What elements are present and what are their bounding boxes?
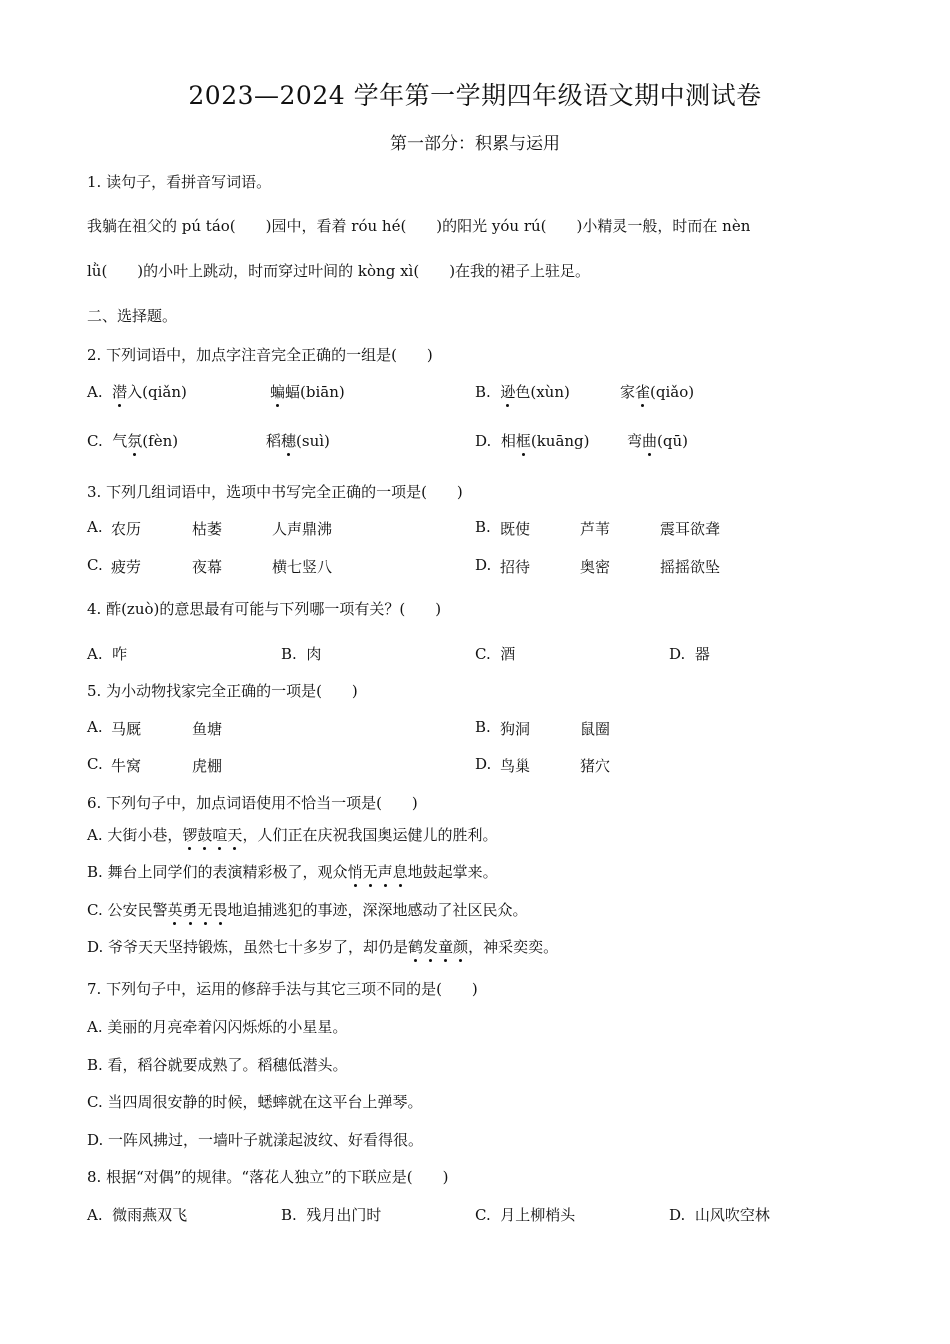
q2-option-a [87,381,187,402]
option-text: 器 [694,645,710,663]
dotted-char: 无 [197,901,213,919]
q3-option-a-word-3: 人声鼎沸 [272,520,333,538]
q8-option-b [281,1204,381,1225]
word-pre: 气 [112,432,128,450]
option-text: 微雨燕双飞 [112,1206,188,1224]
option-label: B. [281,1206,297,1224]
q3-option-d-word-2: 奥密 [580,558,611,576]
sentence-post: ，人们正在庆祝我国奥运健儿的胜利。 [242,826,498,844]
word-post: 蝠(biān) [285,383,345,401]
option-label: B. [281,645,297,663]
sentence-post: 地鼓起掌来。 [407,863,498,881]
question-1-line-2: lǜ( )的小叶上跳动，时而穿过叶间的 kòng xì( )在我的裙子上驻足。 [87,262,591,280]
q2-option-c [87,430,178,451]
option-text: 咋 [112,645,128,663]
q4-option-c [475,643,515,664]
q7-option-d: D. 一阵风拂过，一墙叶子就漾起波纹、好看得很。 [87,1131,424,1149]
q3-option-c-word-1: 疲劳 [111,558,142,576]
dotted-char: 雀 [635,383,651,401]
q5-option-d-word-2: 猪穴 [580,757,611,775]
q4-option-a [87,643,127,664]
dotted-char: 勇 [182,901,198,919]
option-label: A. [87,383,103,401]
page-title: 2023—2024 学年第一学期四年级语文期中测试卷 [188,81,762,110]
q4-option-d [669,643,710,664]
q6-option-c [87,899,528,920]
option-label: A. [87,645,103,663]
q3-option-c-word-3: 横七竖八 [272,558,333,576]
q4-option-b [281,643,321,664]
q2-option-b-word-2 [620,381,694,402]
dotted-char: 蝙 [270,383,286,401]
option-label: D. [669,645,686,663]
dotted-char: 天 [227,826,243,844]
q2-option-a-word-2 [270,381,345,402]
q5-option-c-word-1: 牛窝 [111,757,142,775]
question-1-stem: 1. 读句子，看拼音写词语。 [87,173,272,191]
dotted-char: 框 [515,432,531,450]
q2-option-c-word-2 [266,430,330,451]
dotted-char: 颜 [453,938,469,956]
option-text: 肉 [306,645,322,663]
option-text: 山风吹空林 [694,1206,770,1224]
sentence-post: ，神采奕奕。 [468,938,559,956]
option-label: D. [669,1206,686,1224]
word-post: (kuāng) [530,432,590,450]
sentence-pre: B. 舞台上同学们的表演精彩极了，观众 [87,863,348,881]
q8-option-a [87,1204,187,1225]
q8-option-d [669,1204,770,1225]
q2-option-d-word-2 [627,430,688,451]
option-text: 月上柳梢头 [500,1206,576,1224]
q3-option-b-word-1: 既使 [500,520,531,538]
question-1-line-1: 我躺在祖父的 pú táo( )园中，看着 róu hé( )的阳光 yóu rú( )小精灵一般，时而在 nèn [87,217,751,235]
option-label: D. [475,432,492,450]
q3-option-d-label: D. [475,556,492,574]
dotted-char: 英 [167,901,183,919]
dotted-char: 逊 [500,383,516,401]
word-post: 入(qiǎn) [127,383,187,401]
option-label: A. [87,1206,103,1224]
q5-option-b-word-2: 鼠圈 [580,720,611,738]
word-post: (qiǎo) [650,383,695,401]
dotted-char: 锣 [182,826,198,844]
dotted-char: 声 [377,863,393,881]
q3-option-b-word-3: 震耳欲聋 [660,520,721,538]
q5-option-a-word-2: 鱼塘 [192,720,223,738]
dotted-char: 息 [392,863,408,881]
q3-option-a-word-2: 枯萎 [192,520,223,538]
q3-option-c-label: C. [87,556,103,574]
q6-option-a [87,824,497,845]
question-4-stem: 4. 酢(zuò)的意思最有可能与下列哪一项有关？( ) [87,600,442,618]
q5-option-c-word-2: 虎棚 [192,757,223,775]
word-pre: 弯 [627,432,643,450]
dotted-char: 曲 [642,432,658,450]
q5-option-c-label: C. [87,755,103,773]
q3-option-b-label: B. [475,518,491,536]
sentence-pre: A. 大街小巷， [87,826,183,844]
option-text: 残月出门时 [306,1206,382,1224]
dotted-char: 鼓 [197,826,213,844]
q5-option-d-word-1: 鸟巢 [500,757,531,775]
section-2-heading: 二、选择题。 [87,307,178,325]
question-8-stem: 8. 根据“对偶”的规律。“落花人独立”的下联应是( ) [87,1168,449,1186]
q5-option-b-word-1: 狗洞 [500,720,531,738]
option-label: C. [475,1206,491,1224]
q3-option-a-label: A. [87,518,103,536]
question-6-stem: 6. 下列句子中，加点词语使用不恰当一项是( ) [87,794,418,812]
dotted-char: 氛 [127,432,143,450]
question-2-stem: 2. 下列词语中，加点字注音完全正确的一组是( ) [87,346,433,364]
q3-option-b-word-2: 芦苇 [580,520,611,538]
q3-option-c-word-2: 夜幕 [192,558,223,576]
dotted-char: 发 [423,938,439,956]
q3-option-d-word-1: 招待 [500,558,531,576]
q3-option-d-word-3: 摇摇欲坠 [660,558,721,576]
q7-option-c: C. 当四周很安静的时候，蟋蟀就在这平台上弹琴。 [87,1093,423,1111]
q2-option-d [475,430,590,451]
word-post: (suì) [296,432,330,450]
word-pre: 稻 [266,432,282,450]
q5-option-b-label: B. [475,718,491,736]
dotted-char: 鹤 [408,938,424,956]
word-post: 色(xùn) [515,383,570,401]
dotted-char: 童 [438,938,454,956]
word-post: (qū) [657,432,688,450]
dotted-char: 悄 [347,863,363,881]
option-text: 酒 [500,645,516,663]
option-label: B. [475,383,491,401]
sentence-pre: D. 爷爷天天坚持锻炼，虽然七十多岁了，却仍是 [87,938,409,956]
option-label: C. [475,645,491,663]
q6-option-d [87,936,558,957]
q2-option-b [475,381,570,402]
question-3-stem: 3. 下列几组词语中，选项中书写完全正确的一项是( ) [87,483,463,501]
q3-option-a-word-1: 农历 [111,520,142,538]
q5-option-d-label: D. [475,755,492,773]
question-7-stem: 7. 下列句子中，运用的修辞手法与其它三项不同的是( ) [87,980,478,998]
q5-option-a-word-1: 马厩 [111,720,142,738]
word-pre: 家 [620,383,636,401]
q6-option-b [87,861,498,882]
dotted-char: 无 [362,863,378,881]
sentence-post: 地追捕逃犯的事迹，深深地感动了社区民众。 [227,901,528,919]
dotted-char: 潜 [112,383,128,401]
q5-option-a-label: A. [87,718,103,736]
option-label: C. [87,432,103,450]
q7-option-a: A. 美丽的月亮牵着闪闪烁烁的小星星。 [87,1018,348,1036]
dotted-char: 畏 [212,901,228,919]
dotted-char: 穗 [281,432,297,450]
word-pre: 相 [500,432,516,450]
q7-option-b: B. 看，稻谷就要成熟了。稻穗低潜头。 [87,1056,348,1074]
part-heading: 第一部分：积累与运用 [390,134,560,154]
dotted-char: 喧 [212,826,228,844]
question-5-stem: 5. 为小动物找家完全正确的一项是( ) [87,682,358,700]
word-post: (fèn) [142,432,179,450]
sentence-pre: C. 公安民警 [87,901,168,919]
q8-option-c [475,1204,575,1225]
